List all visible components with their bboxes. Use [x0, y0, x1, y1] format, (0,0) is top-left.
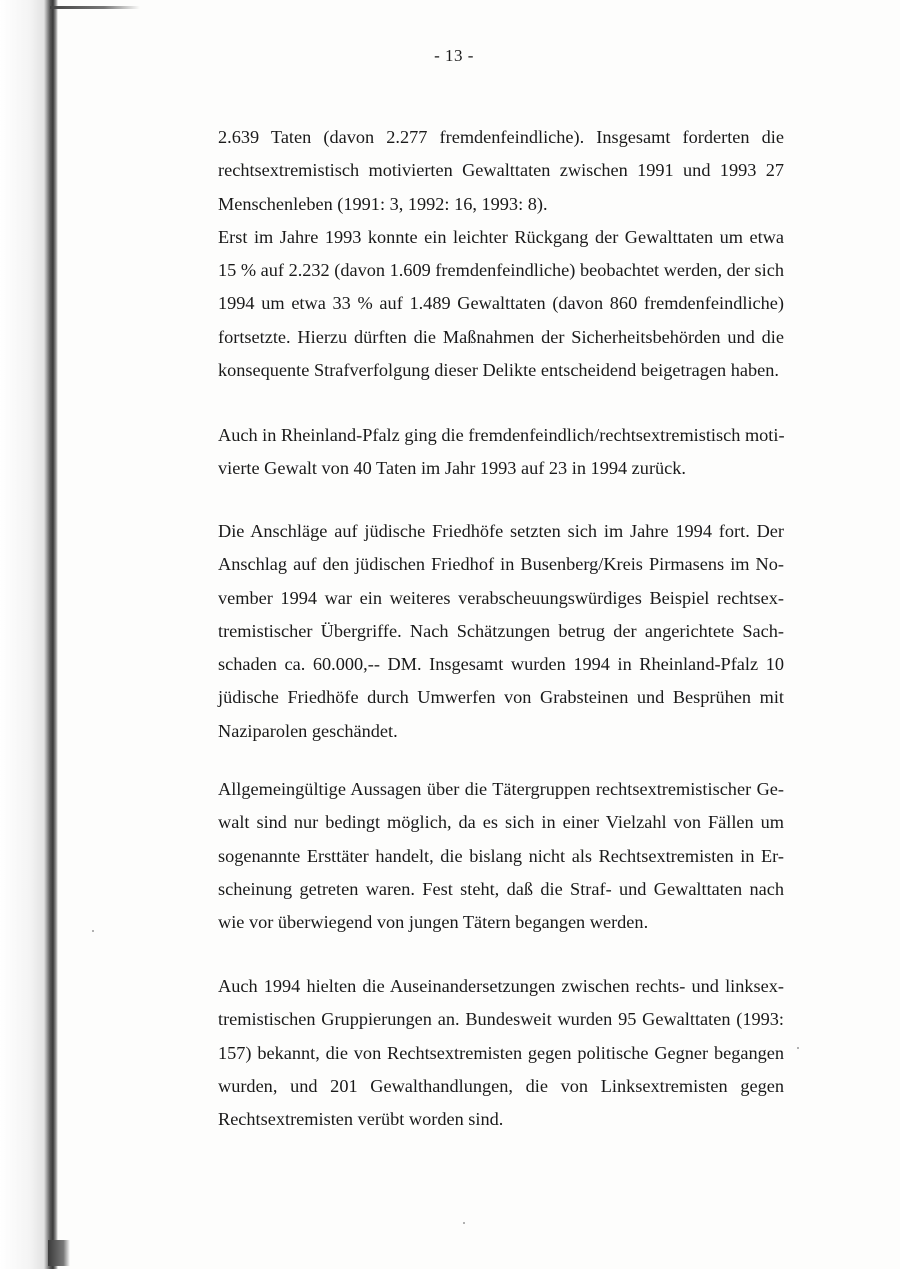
text-line: jüdische Friedhöfe durch Umwerfen von Grabsteinen und Besprühen mit: [218, 687, 784, 708]
text-line: wurden, und 201 Gewalthandlungen, die von Linksextremisten gegen: [218, 1075, 784, 1096]
scan-speck: [92, 930, 94, 932]
text-line: walt sind nur bedingt möglich, da es sich in einer Vielzahl von Fällen um: [218, 812, 784, 833]
text-line: Erst im Jahre 1993 konnte ein leichter Rückgang der Gewalttaten um etwa: [218, 226, 784, 247]
text-line: konsequente Strafverfolgung dieser Delikte entscheidend beigetragen haben.: [218, 360, 779, 381]
paragraph-5: [218, 970, 784, 1136]
text-line: tremistischen Gruppierungen an. Bundesweit wurden 95 Gewalttaten (1993:: [218, 1009, 784, 1030]
text-line: 1994 um etwa 33 % auf 1.489 Gewalttaten (davon 860 fremdenfeindliche): [218, 293, 784, 314]
text-line: Auch in Rheinland-Pfalz ging die fremdenfeindlich/rechtsextremistisch moti-: [218, 425, 785, 445]
paragraph-2: [218, 419, 784, 486]
text-line: rechtsextremistisch motivierten Gewalttaten zwischen 1991 und 1993 27: [218, 160, 784, 181]
page-number: - 13 -: [434, 46, 474, 65]
scan-binding-edge: [0, 0, 58, 1269]
text-line: Die Anschläge auf jüdische Friedhöfe setzten sich im Jahre 1994 fort. Der: [218, 521, 784, 541]
scan-speck: [797, 1047, 799, 1049]
text-line: schaden ca. 60.000,-- DM. Insgesamt wurden 1994 in Rheinland-Pfalz 10: [218, 654, 784, 675]
text-line: vember 1994 war ein weiteres verabscheuungswürdiges Beispiel rechtsex-: [218, 587, 784, 608]
text-line: wie vor überwiegend von jungen Tätern begangen werden.: [218, 912, 649, 933]
text-line: Allgemeingültige Aussagen über die Tätergruppen rechtsextremistischer Ge-: [218, 779, 784, 799]
scan-top-mark: [50, 6, 140, 9]
text-line: Auch 1994 hielten die Auseinandersetzungen zwischen rechts- und linksex-: [218, 976, 784, 996]
text-line: Rechtsextremisten verübt worden sind.: [218, 1109, 504, 1130]
scan-bottom-mark: [48, 1240, 70, 1266]
text-line: scheinung getreten waren. Fest steht, daß die Straf- und Gewalttaten nach: [218, 878, 784, 899]
text-line: 157) bekannt, die von Rechtsextremisten gegen politische Gegner begangen: [218, 1042, 784, 1063]
paragraph-4: [218, 773, 784, 939]
text-line: Anschlag auf den jüdischen Friedhof in Busenberg/Kreis Pirmasens im No-: [218, 554, 784, 575]
text-line: 15 % auf 2.232 (davon 1.609 fremdenfeindliche) beobachtet werden, der sich: [218, 260, 785, 281]
text-line: Menschenleben (1991: 3, 1992: 16, 1993: 8).: [218, 193, 548, 214]
text-line: fortsetzte. Hierzu dürften die Maßnahmen der Sicherheitsbehörden und die: [218, 326, 784, 347]
paragraph-1: [218, 121, 784, 387]
text-line: 2.639 Taten (davon 2.277 fremdenfeindliche). Insgesamt forderten die: [218, 127, 784, 147]
text-line: vierte Gewalt von 40 Taten im Jahr 1993 auf 23 in 1994 zurück.: [218, 458, 686, 479]
text-line: sogenannte Ersttäter handelt, die bislang nicht als Rechtsextremisten in Er-: [218, 845, 784, 866]
text-line: tremistischer Übergriffe. Nach Schätzungen betrug der angerichtete Sach-: [218, 620, 784, 641]
paragraph-3: [218, 515, 784, 748]
text-line: Naziparolen geschändet.: [218, 720, 398, 741]
scan-speck: [463, 1222, 465, 1224]
